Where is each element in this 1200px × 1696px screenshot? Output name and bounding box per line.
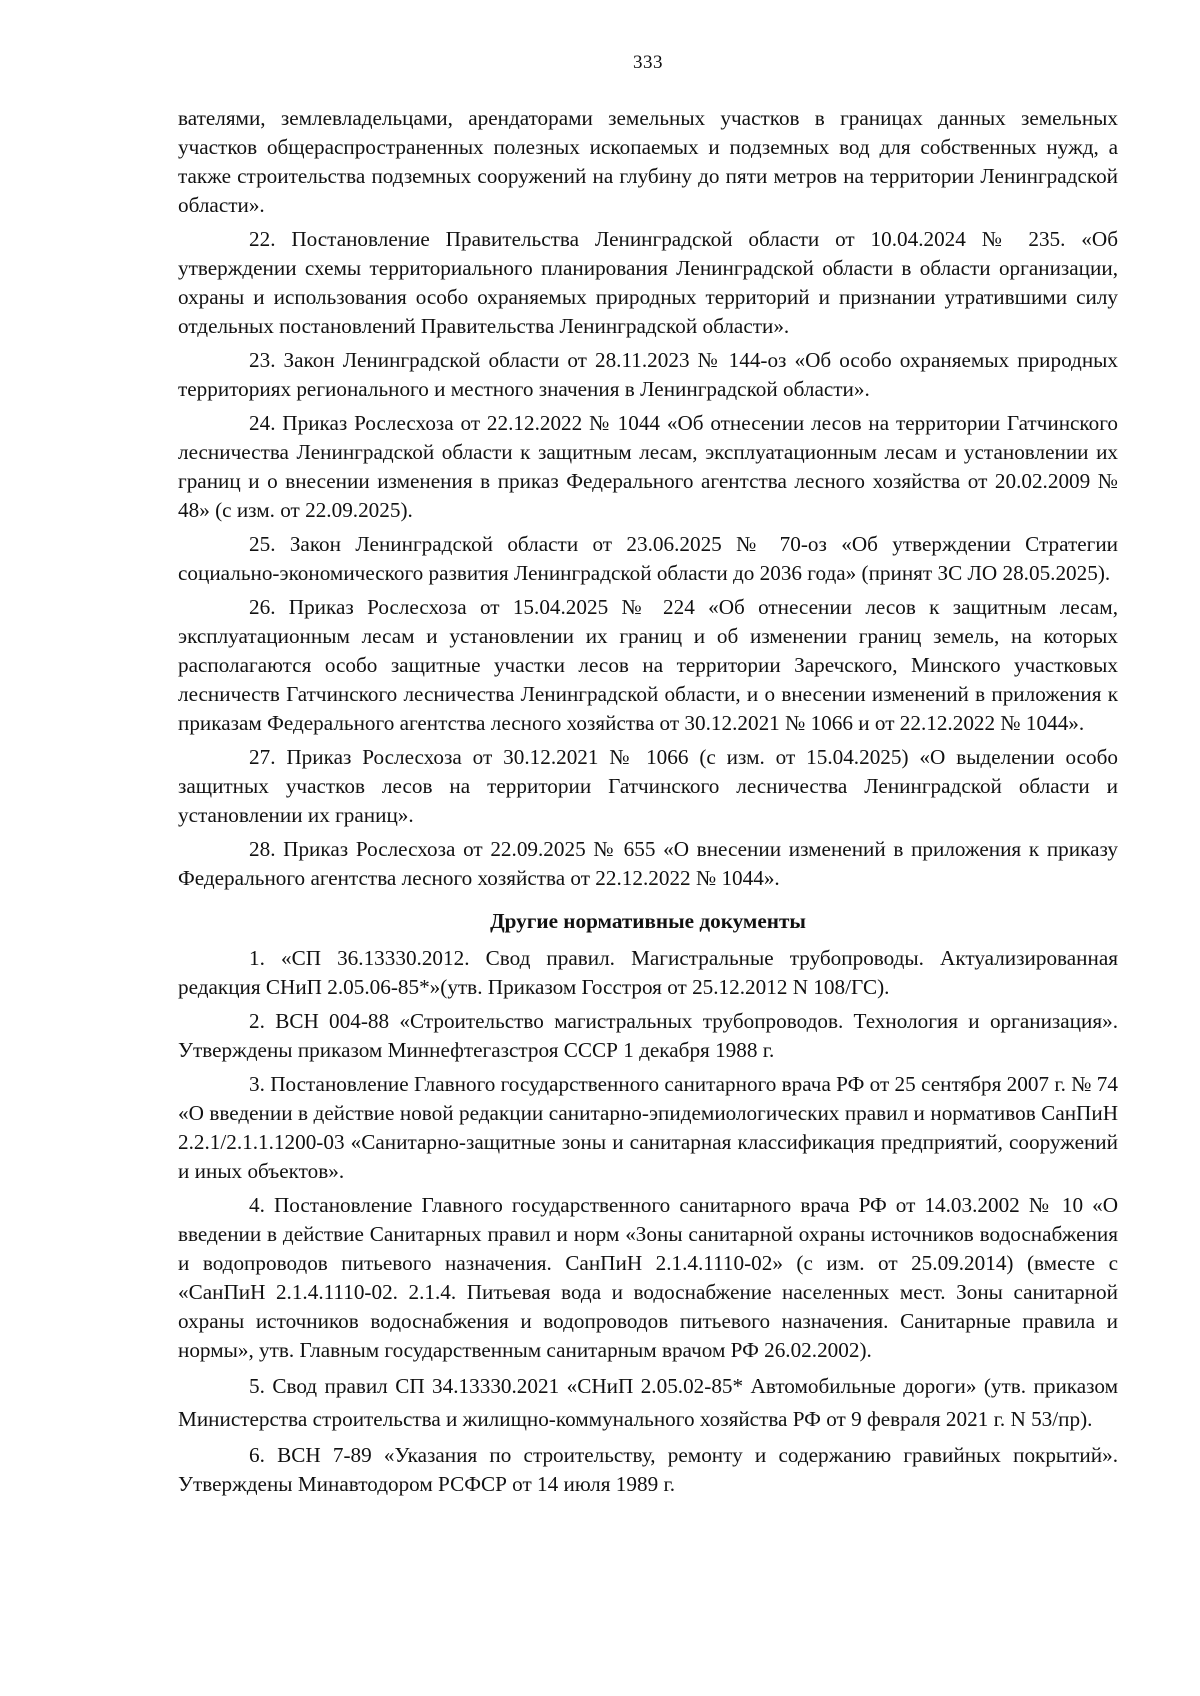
list-item: 5. Свод правил СП 34.13330.2021 «СНиП 2.05.02-85* Автомобильные дороги» (утв. приказом Министерства строительства и жилищно-коммунального хозяйства РФ от 9 февраля 2021 г. N 53/пр). [178, 1374, 1118, 1431]
list-item: 1. «СП 36.13330.2012. Свод правил. Магистральные трубопроводы. Актуализированная редакция СНиП 2.05.06-85*»(утв. Приказом Госстроя от 25.12.2012 N 108/ГС). [178, 946, 1118, 999]
other-documents-list [178, 944, 1118, 1499]
list-item: 6. ВСН 7-89 «Указания по строительству, ремонту и содержанию гравийных покрытий». Утверждены Минавтодором РСФСР от 14 июля 1989 г. [178, 1443, 1118, 1496]
list-item: 28. Приказ Рослесхоза от 22.09.2025 № 655 «О внесении изменений в приложения к приказу Федерального агентства лесного хозяйства от 22.12.2022 № 1044». [178, 837, 1118, 890]
page-number: 333 [633, 52, 663, 73]
list-item: 24. Приказ Рослесхоза от 22.12.2022 № 1044 «Об отнесении лесов на территории Гатчинского лесничества Ленинградской области к защитным лесам, эксплуатационным лесам и установлении их границ и о внесении изменения в приказ Федерального агентства лесного хозяйства от 20.02.2009 № 48» (с изм. от 22.09.2025). [178, 411, 1118, 522]
legal-acts-list [178, 225, 1118, 893]
list-item: 22. Постановление Правительства Ленинградской области от 10.04.2024 № 235. «Об утверждении схемы территориального планирования Ленинградской области в области организации, охраны и использования особо охраняемых природных территорий и признании утратившими силу отдельных постановлений Правительства Ленинградской области». [178, 227, 1118, 338]
list-item: 3. Постановление Главного государственного санитарного врача РФ от 25 сентября 2007 г. № 74 «О введении в действие новой редакции санитарно-эпидемиологических правил и нормативов СанПиН 2.2.1/2.1.1.1200-03 «Санитарно-защитные зоны и санитарная классификация предприятий, сооружений и иных объектов». [178, 1072, 1118, 1183]
section-heading: Другие нормативные документы [490, 909, 806, 933]
list-item: 27. Приказ Рослесхоза от 30.12.2021 № 1066 (с изм. от 15.04.2025) «О выделении особо защитных участков лесов на территории Гатчинского лесничества Ленинградской области и установлении их границ». [178, 745, 1118, 827]
document-body [178, 104, 1118, 1499]
list-item: 25. Закон Ленинградской области от 23.06.2025 № 70-оз «Об утверждении Стратегии социально-экономического развития Ленинградской области до 2036 года» (принят ЗС ЛО 28.05.2025). [178, 532, 1118, 585]
list-item: 23. Закон Ленинградской области от 28.11.2023 № 144-оз «Об особо охраняемых природных территориях регионального и местного значения в Ленинградской области». [178, 348, 1118, 401]
list-item: 26. Приказ Рослесхоза от 15.04.2025 № 224 «Об отнесении лесов к защитным лесам, эксплуатационным лесам и установлении их границ и об изменении границ земель, на которых располагаются особо защитные участки лесов на территории Заречского, Минского участковых лесничеств Гатчинского лесничества Ленинградской области, и о внесении изменений в приложения к приказам Федерального агентства лесного хозяйства от 30.12.2021 № 1066 и от 22.12.2022 № 1044». [178, 595, 1118, 735]
continued-paragraph: вателями, землевладельцами, арендаторами земельных участков в границах данных земельных участков общераспространенных полезных ископаемых и подземных вод для собственных нужд, а также строительства подземных сооружений на глубину до пяти метров на территории Ленинградской области». [178, 106, 1118, 217]
list-item: 4. Постановление Главного государственного санитарного врача РФ от 14.03.2002 № 10 «О введении в действие Санитарных правил и норм «Зоны санитарной охраны источников водоснабжения и водопроводов питьевого назначения. СанПиН 2.1.4.1110-02» (с изм. от 25.09.2014) (вместе с «СанПиН 2.1.4.1110-02. 2.1.4. Питьевая вода и водоснабжение населенных мест. Зоны санитарной охраны источников водоснабжения и водопроводов питьевого назначения. Санитарные правила и нормы», утв. Главным государственным санитарным врачом РФ 26.02.2002). [178, 1193, 1118, 1362]
list-item: 2. ВСН 004-88 «Строительство магистральных трубопроводов. Технология и организация». Утверждены приказом Миннефтегазстроя СССР 1 декабря 1988 г. [178, 1009, 1118, 1062]
